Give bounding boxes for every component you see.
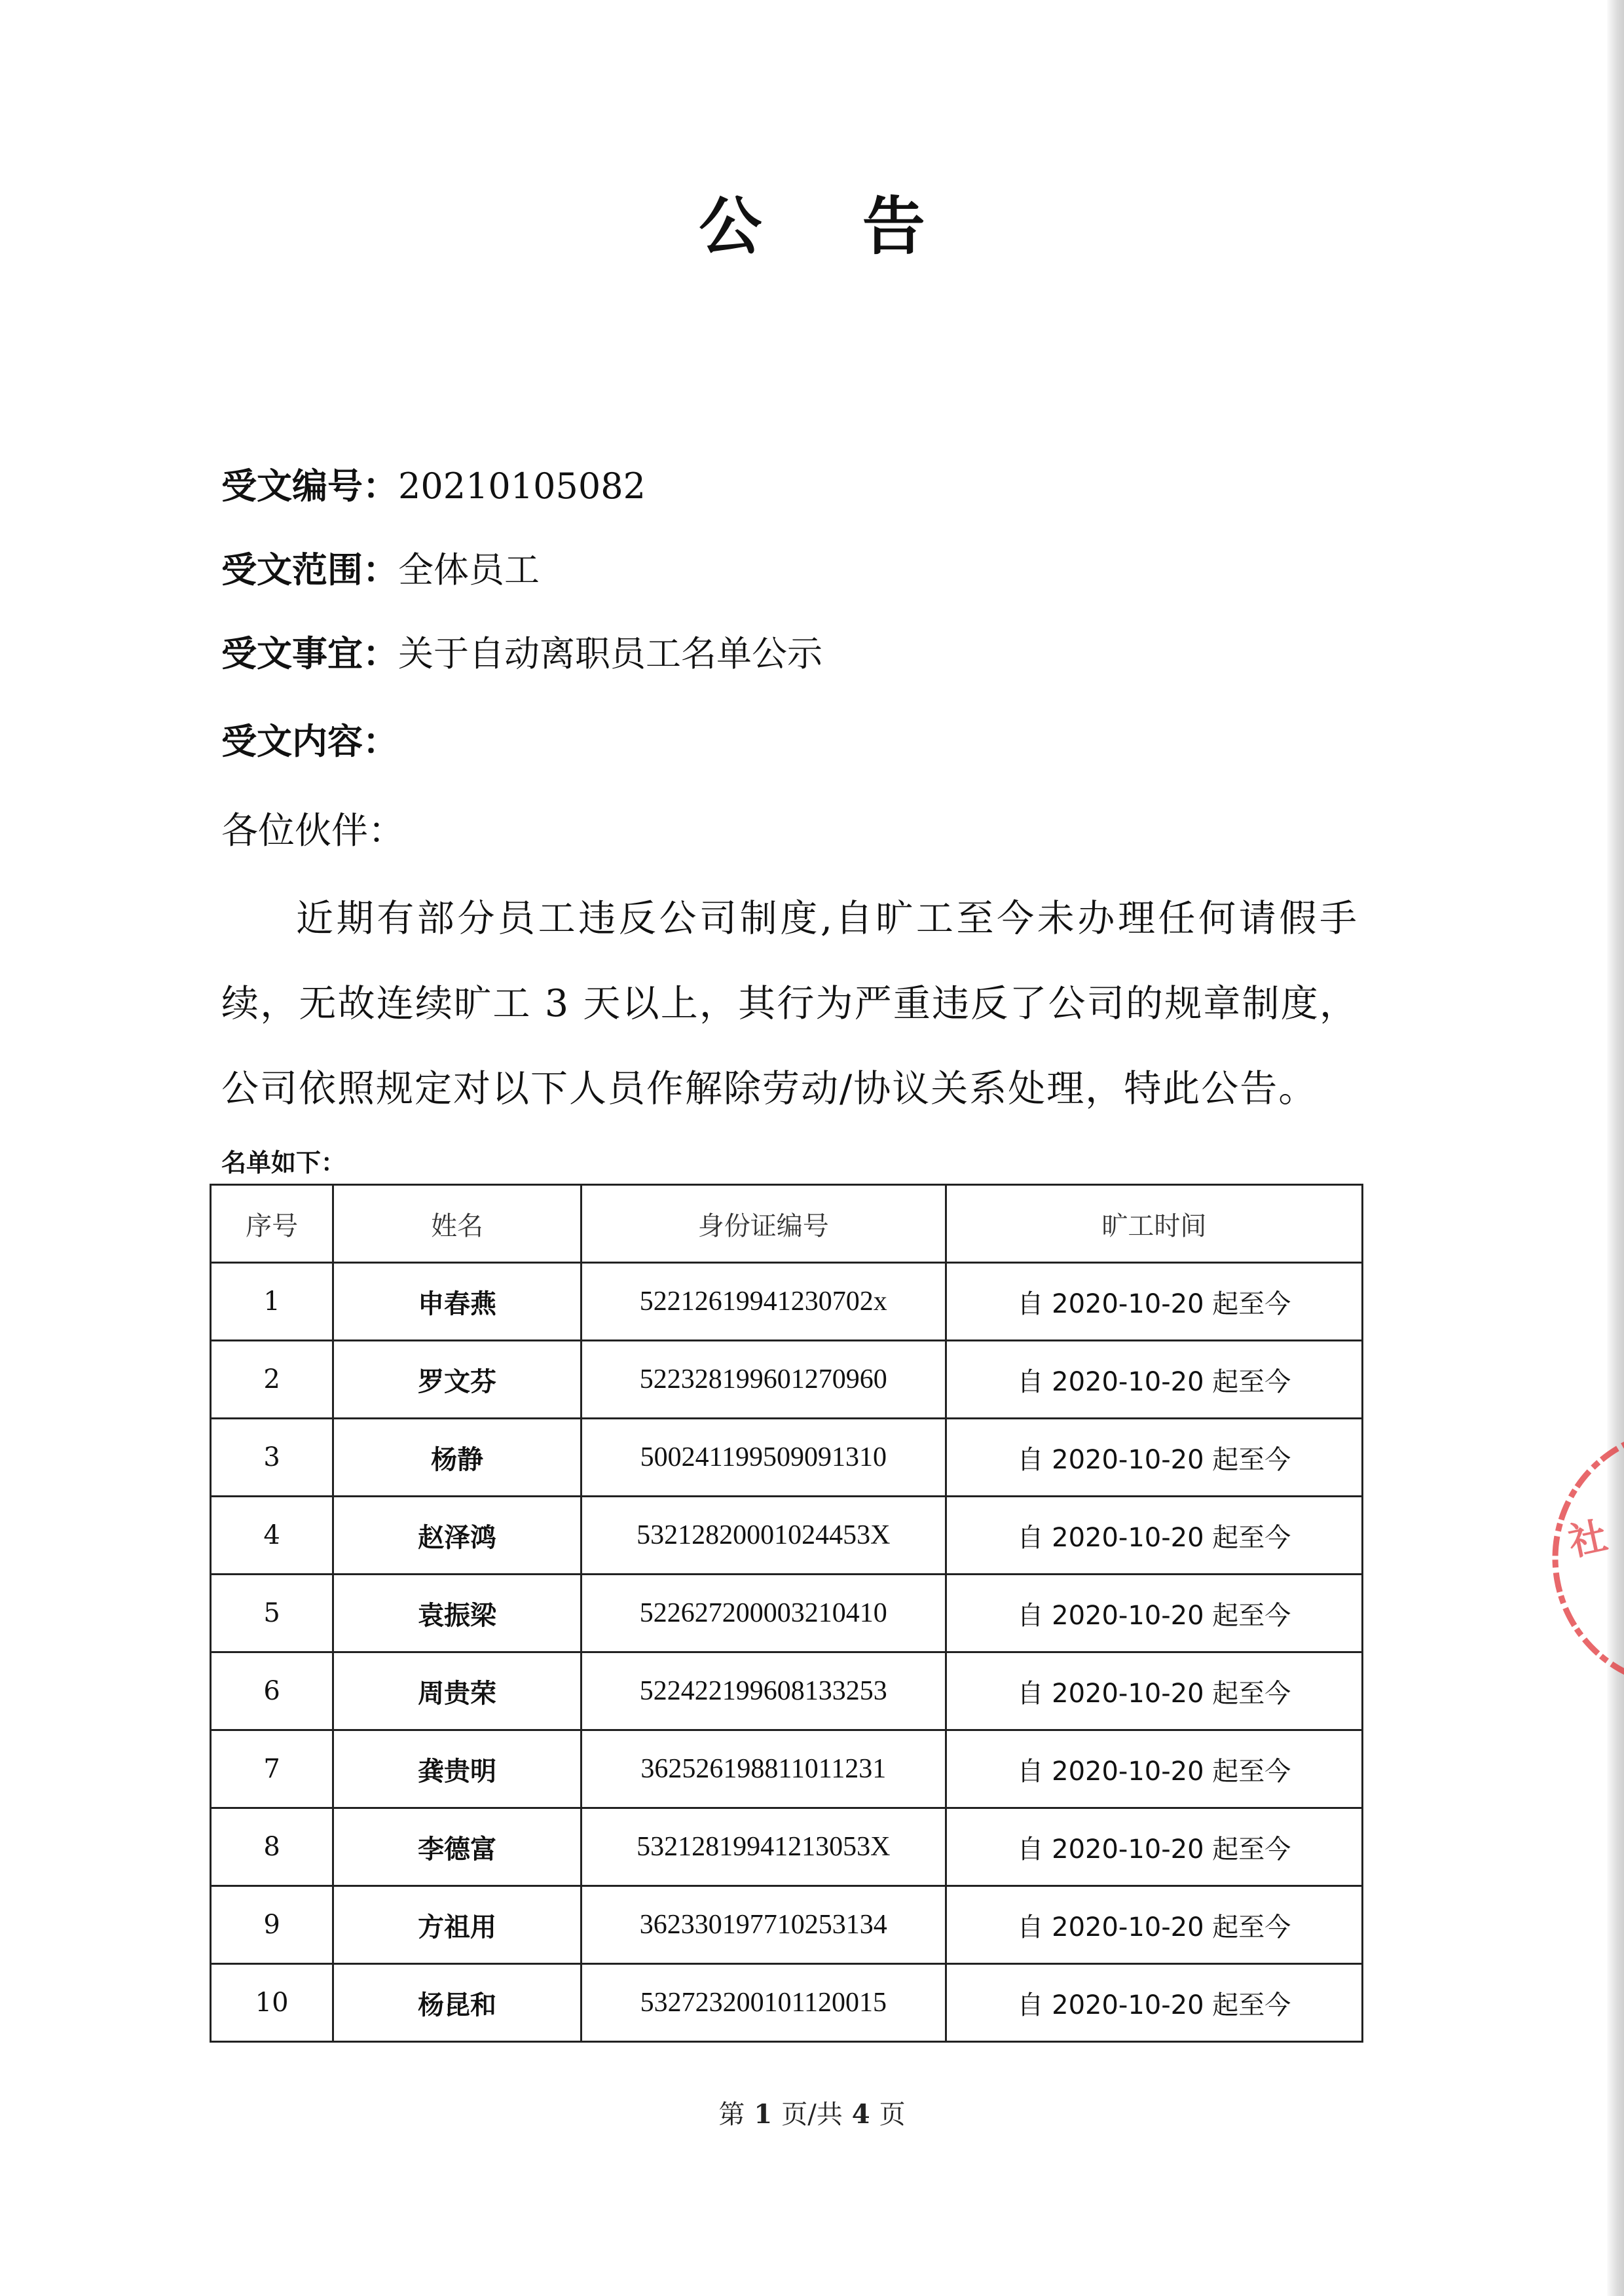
scan-edge-shadow [1607, 0, 1624, 2296]
row-absence-time: 自 2020-10-20 起至今 [946, 1419, 1362, 1497]
row-id-number: 500241199509091310 [581, 1419, 946, 1497]
meta-scope [221, 542, 540, 592]
table-body [211, 1263, 1363, 2042]
meta-doc-number [221, 458, 646, 509]
row-seq: 7 [211, 1730, 333, 1808]
row-id-number: 52212619941230702x [581, 1263, 946, 1341]
row-absence-time: 自 2020-10-20 起至今 [946, 1575, 1362, 1652]
svg-text:社: 社 [1564, 1513, 1612, 1565]
meta-subject [221, 626, 822, 676]
row-absence-time: 自 2020-10-20 起至今 [946, 1730, 1362, 1808]
meta-label: 受文范围： [221, 549, 398, 591]
list-label: 名单如下： [221, 1148, 346, 1177]
row-seq: 5 [211, 1575, 333, 1652]
footer-page-number: 1 [754, 2099, 773, 2130]
table-row [211, 1808, 1363, 1886]
row-seq: 2 [211, 1341, 333, 1419]
page-title: 公 告 [699, 189, 965, 263]
row-absence-time: 自 2020-10-20 起至今 [946, 1808, 1362, 1886]
meta-label: 受文编号： [221, 465, 398, 507]
row-name: 杨静 [333, 1419, 581, 1497]
greeting: 各位伙伴： [221, 810, 405, 852]
row-absence-time: 自 2020-10-20 起至今 [946, 1497, 1362, 1575]
row-id-number: 362330197710253134 [581, 1886, 946, 1964]
header-id: 身份证编号 [581, 1185, 946, 1263]
row-seq: 1 [211, 1263, 333, 1341]
row-absence-time: 自 2020-10-20 起至今 [946, 1886, 1362, 1964]
row-name: 袁振梁 [333, 1575, 581, 1652]
row-id-number: 53212820001024453X [581, 1497, 946, 1575]
table-row [211, 1341, 1363, 1419]
row-seq: 10 [211, 1964, 333, 2042]
table-row [211, 1497, 1363, 1575]
row-id-number: 522627200003210410 [581, 1575, 946, 1652]
row-seq: 9 [211, 1886, 333, 1964]
row-id-number: 522422199608133253 [581, 1652, 946, 1730]
meta-label: 受文内容： [221, 721, 398, 762]
footer-suffix: 页 [879, 2100, 906, 2130]
table-row [211, 1964, 1363, 2042]
row-id-number: 522328199601270960 [581, 1341, 946, 1419]
header-seq: 序号 [211, 1185, 333, 1263]
table-row [211, 1419, 1363, 1497]
row-id-number: 53212819941213053X [581, 1808, 946, 1886]
table-row [211, 1652, 1363, 1730]
footer-prefix: 第 [718, 2100, 745, 2130]
row-id-number: 532723200101120015 [581, 1964, 946, 2042]
table-row [211, 1575, 1363, 1652]
company-seal-stamp [1532, 1421, 1624, 1696]
footer-middle: 页/共 [781, 2100, 843, 2130]
employee-table [210, 1184, 1363, 2043]
header-name: 姓名 [333, 1185, 581, 1263]
row-name: 方祖用 [333, 1886, 581, 1964]
row-name: 申春燕 [333, 1263, 581, 1341]
row-id-number: 362526198811011231 [581, 1730, 946, 1808]
row-absence-time: 自 2020-10-20 起至今 [946, 1964, 1362, 2042]
row-absence-time: 自 2020-10-20 起至今 [946, 1263, 1362, 1341]
table-header-row [211, 1185, 1363, 1263]
row-seq: 4 [211, 1497, 333, 1575]
row-name: 龚贵明 [333, 1730, 581, 1808]
row-name: 罗文芬 [333, 1341, 581, 1419]
table-row [211, 1263, 1363, 1341]
table-row [211, 1886, 1363, 1964]
row-name: 杨昆和 [333, 1964, 581, 2042]
meta-value: 关于自动离职员工名单公示 [398, 633, 822, 674]
row-name: 赵泽鸿 [333, 1497, 581, 1575]
meta-content [221, 714, 398, 764]
page-footer [0, 2094, 1624, 2131]
meta-label: 受文事宜： [221, 633, 398, 674]
meta-value: 全体员工 [398, 549, 540, 591]
table-row [211, 1730, 1363, 1808]
meta-value: 20210105082 [398, 465, 646, 507]
footer-page-total: 4 [851, 2099, 870, 2130]
row-seq: 6 [211, 1652, 333, 1730]
row-seq: 3 [211, 1419, 333, 1497]
row-name: 李德富 [333, 1808, 581, 1886]
row-name: 周贵荣 [333, 1652, 581, 1730]
row-absence-time: 自 2020-10-20 起至今 [946, 1652, 1362, 1730]
row-seq: 8 [211, 1808, 333, 1886]
header-absence: 旷工时间 [946, 1185, 1362, 1263]
row-absence-time: 自 2020-10-20 起至今 [946, 1341, 1362, 1419]
body-paragraph: 近期有部分员工违反公司制度,自旷工至今未办理任何请假手续，无故连续旷工 3 天以上，其行为严重违反了公司的规章制度，公司依照规定对以下人员作解除劳动/协议关系处理，特此公告。 [221, 897, 1358, 1110]
